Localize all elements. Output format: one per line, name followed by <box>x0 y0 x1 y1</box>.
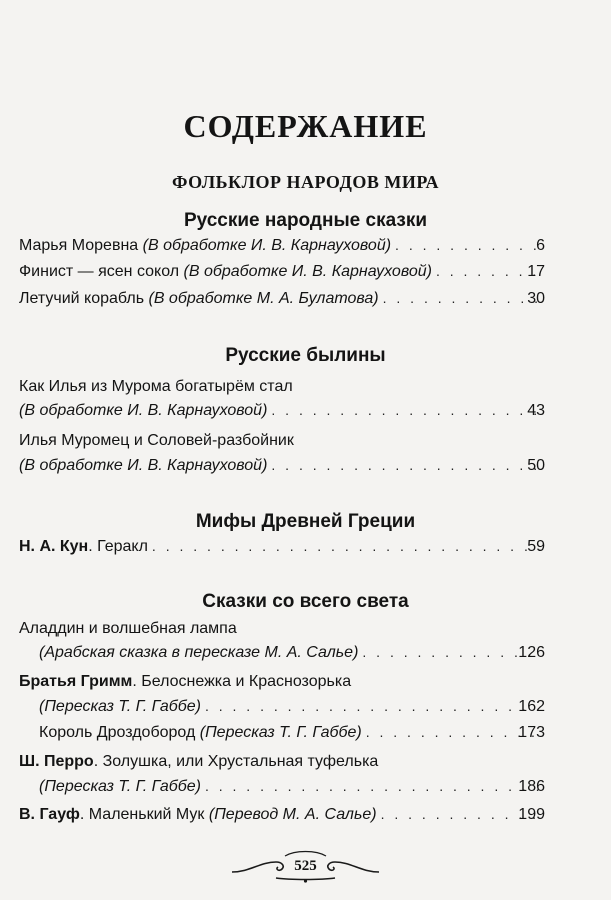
entry-page-number: 6 <box>536 237 545 254</box>
toc-entry-aladdin-title[interactable] <box>19 620 237 638</box>
entry-note: (Пересказ Т. Г. Габбе) <box>199 724 362 741</box>
entry-title: Как Илья из Мурома богатырём стал <box>19 378 293 395</box>
toc-entry-snow-white-title[interactable]: Братья Гримм. Белоснежка и Краснозорька <box>19 673 352 690</box>
toc-entry-aladdin-note[interactable] <box>39 644 545 662</box>
page-number: 525 <box>294 858 317 874</box>
entry-page-number: 173 <box>518 724 545 741</box>
entry-title: Маленький Мук <box>88 806 205 823</box>
toc-entry-king-thrushbeard[interactable] <box>39 724 545 742</box>
entry-note: (В обработке М. А. Булатова) <box>148 290 379 307</box>
entry-page-number: 30 <box>527 290 545 307</box>
entry-title: Белоснежка и Краснозорька <box>141 673 352 690</box>
dot-leader <box>271 402 541 418</box>
entry-page-number: 17 <box>527 263 545 280</box>
toc-entry-ilya-solovey-title[interactable] <box>19 432 294 450</box>
entry-author: Братья Гримм <box>19 673 133 690</box>
entry-note: (Пересказ Т. Г. Габбе) <box>39 778 201 795</box>
entry-page-number: 186 <box>518 778 545 795</box>
entry-title: Финист — ясен сокол <box>19 263 180 280</box>
dot-leader <box>205 778 541 794</box>
entry-title: Золушка, или Хрустальная туфелька <box>102 753 379 770</box>
dot-leader <box>205 698 541 714</box>
entry-author: Ш. Перро <box>19 753 94 770</box>
entry-note: (В обработке И. В. Карнауховой) <box>19 457 268 474</box>
entry-note: (Перевод М. А. Салье) <box>208 806 377 823</box>
entry-author: В. Гауф <box>19 806 80 823</box>
toc-entry-marya-morevna[interactable] <box>19 237 545 255</box>
entry-page-number: 126 <box>518 644 545 661</box>
section-title-byliny: Русские былины <box>225 345 386 366</box>
toc-entry-ilya-solovey-note[interactable] <box>19 457 545 475</box>
entry-page-number: 199 <box>518 806 545 823</box>
toc-entry-little-muck[interactable]: В. Гауф. Маленький Мук (Перевод М. А. Салье) . . . <box>19 806 545 824</box>
entry-page-number: 162 <box>518 698 545 715</box>
entry-title: Геракл <box>97 538 148 555</box>
entry-title: Король Дроздобород <box>39 724 196 741</box>
entry-page-number: 59 <box>527 538 545 555</box>
toc-entry-cinderella-title[interactable]: Ш. Перро. Золушка, или Хрустальная туфелька <box>19 753 379 770</box>
section-title-greek-myths: Мифы Древней Греции <box>195 511 416 532</box>
toc-entry-cinderella-note[interactable] <box>39 778 545 796</box>
entry-note: (В обработке И. В. Карнауховой) <box>142 237 392 254</box>
toc-entry-ilya-bogatyr-title[interactable] <box>19 378 293 396</box>
entry-note: (Пересказ Т. Г. Габбе) <box>39 698 201 715</box>
entry-title: Марья Моревна <box>19 237 139 254</box>
entry-page-number: 43 <box>527 402 545 419</box>
toc-entry-snow-white-note[interactable] <box>39 698 545 716</box>
dot-leader <box>271 457 541 473</box>
entry-title: Илья Муромец и Соловей-разбойник <box>19 432 294 449</box>
entry-note: (В обработке И. В. Карнауховой) <box>183 263 432 280</box>
entry-note: (Арабская сказка в пересказе М. А. Салье) <box>39 644 359 661</box>
entry-title: Аладдин и волшебная лампа <box>19 620 237 637</box>
toc-entry-herakles[interactable]: Н. А. Кун. Геракл . . . <box>19 538 545 556</box>
section-title-russian-tales: Русские народные сказки <box>183 210 428 231</box>
entry-author: Н. А. Кун <box>19 538 89 555</box>
entry-note: (В обработке И. В. Карнауховой) <box>19 402 268 419</box>
entry-title: Летучий корабль <box>19 290 145 307</box>
page-title: СОДЕРЖАНИЕ <box>183 108 428 144</box>
dot-leader <box>152 538 541 554</box>
part-title: ФОЛЬКЛОР НАРОДОВ МИРА <box>171 172 440 192</box>
toc-entry-finist[interactable] <box>19 263 545 281</box>
section-title-world-tales: Сказки со всего света <box>202 591 409 612</box>
toc-entry-flying-ship[interactable] <box>19 290 545 308</box>
entry-page-number: 50 <box>527 457 545 474</box>
toc-entry-ilya-bogatyr-note[interactable] <box>19 402 545 420</box>
